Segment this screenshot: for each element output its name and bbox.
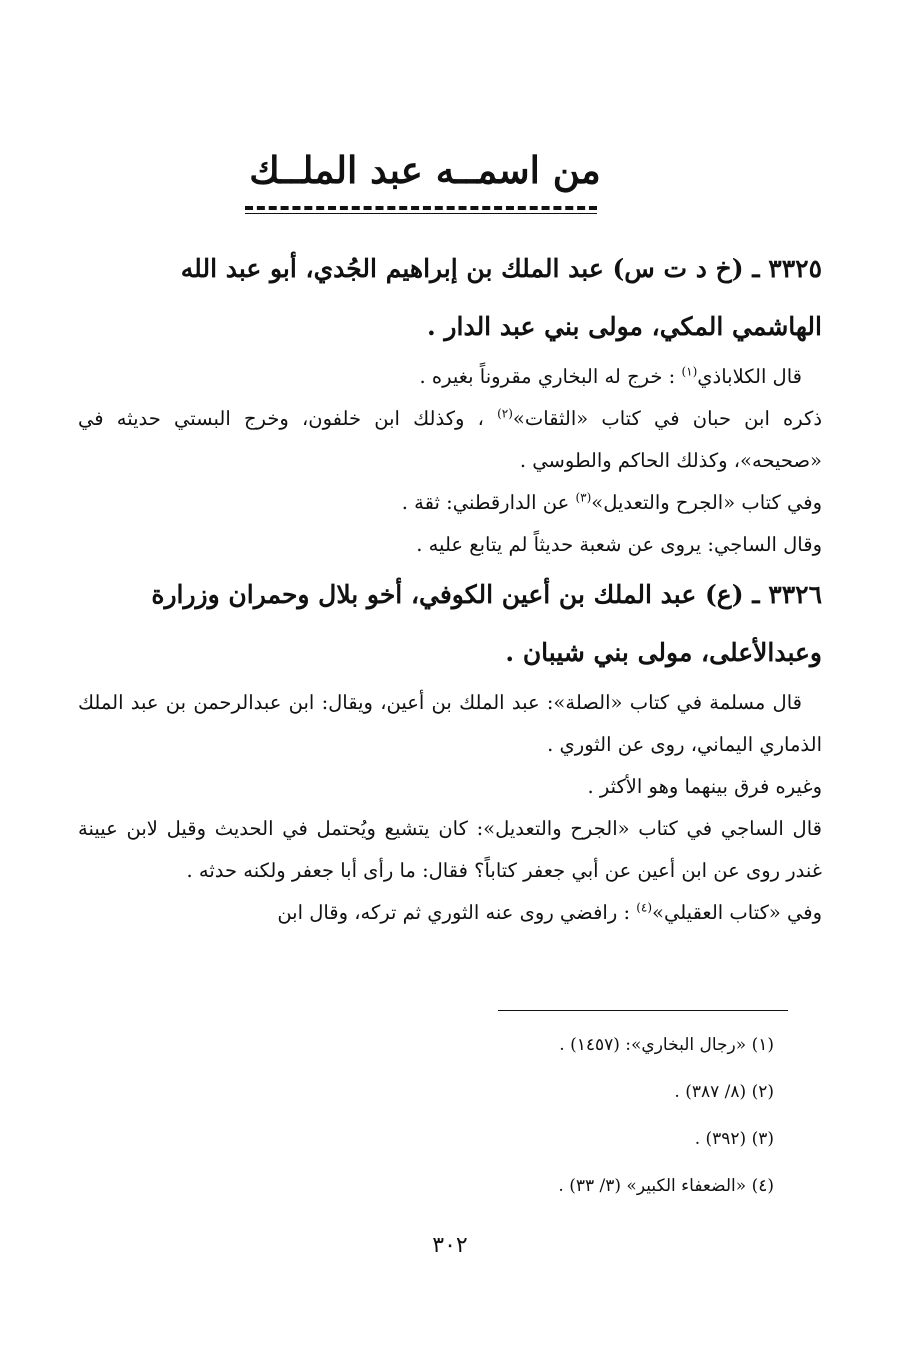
footnote: (٢) (٨/ ٣٨٧) . xyxy=(674,1082,774,1102)
footnote: (٤) «الضعفاء الكبير» (٣/ ٣٣) . xyxy=(558,1176,774,1196)
page-number: ٣٠٢ xyxy=(432,1233,468,1258)
paragraph xyxy=(78,356,822,398)
chapter-title: من اسمــه عبد الملــك xyxy=(249,148,601,192)
paragraph xyxy=(78,398,822,482)
paragraph-text: وفي «كتاب العقيلي» xyxy=(652,901,822,924)
footnotes xyxy=(78,1022,774,1210)
entry-heading-line: الهاشمي المكي، مولى بني عبد الدار . xyxy=(427,312,822,341)
paragraph xyxy=(78,682,822,766)
paragraph-text: وقال الساجي: يروى عن شعبة حديثاً لم يتابع عليه . xyxy=(416,533,822,556)
paragraph-text: عن الدارقطني: ثقة . xyxy=(401,491,576,514)
paragraph-text: : رافضي روى عنه الثوري ثم تركه، وقال ابن xyxy=(277,901,637,924)
title-underline xyxy=(245,213,597,214)
footnote-ref: (١) xyxy=(681,364,698,379)
footnote-ref: (٢) xyxy=(497,406,513,421)
paragraph-text: وفي كتاب «الجرح والتعديل» xyxy=(591,491,822,514)
entry-heading xyxy=(78,566,822,682)
paragraph-text: قال الكلاباذي xyxy=(697,365,802,388)
paragraph-text: ، وكذلك ابن خلفون، وخرج البستي حديثه في «صحيحه»، وكذلك الحاكم والطوسي . xyxy=(78,407,822,472)
paragraph xyxy=(78,766,822,808)
paragraph-text: : خرج له البخاري مقروناً بغيره . xyxy=(419,365,682,388)
title-underline-dashed xyxy=(245,206,597,210)
paragraph xyxy=(78,482,822,524)
paragraph xyxy=(78,892,822,934)
entry-heading-line: ٣٣٢٥ ـ (خ د ت س) عبد الملك بن إبراهيم الجُدي، أبو عبد الله xyxy=(180,254,822,283)
footnote: (٣) (٣٩٢) . xyxy=(694,1129,774,1149)
footnote-ref: (٣) xyxy=(575,490,592,505)
paragraph-text: وغيره فرق بينهما وهو الأكثر . xyxy=(587,775,822,798)
main-text xyxy=(78,240,822,934)
paragraph-text: قال مسلمة في كتاب «الصلة»: عبد الملك بن أعين، ويقال: ابن عبدالرحمن بن عبد الملك الذماري اليماني، روى عن الثوري . xyxy=(78,691,822,756)
entry-heading xyxy=(78,240,822,356)
paragraph xyxy=(78,524,822,566)
footnote-ref: (٤) xyxy=(636,900,653,915)
entry-heading-line: وعبدالأعلى، مولى بني شيبان . xyxy=(505,638,822,667)
entry-heading-line: ٣٣٢٦ ـ (ع) عبد الملك بن أعين الكوفي، أخو بلال وحمران وزرارة xyxy=(151,580,822,609)
paragraph-text: ذكره ابن حبان في كتاب «الثقات» xyxy=(512,407,823,430)
footnote-divider xyxy=(498,1010,788,1011)
paragraph-text: قال الساجي في كتاب «الجرح والتعديل»: كان يتشيع ويُحتمل في الحديث وقيل لابن عيينة غندر روى عن ابن أعين عن أبي جعفر كتاباً؟ فقال: ما رأى أبا جعفر ولكنه حدثه . xyxy=(78,817,822,882)
footnote: (١) «رجال البخاري»: (١٤٥٧) . xyxy=(559,1035,774,1055)
paragraph xyxy=(78,808,822,892)
